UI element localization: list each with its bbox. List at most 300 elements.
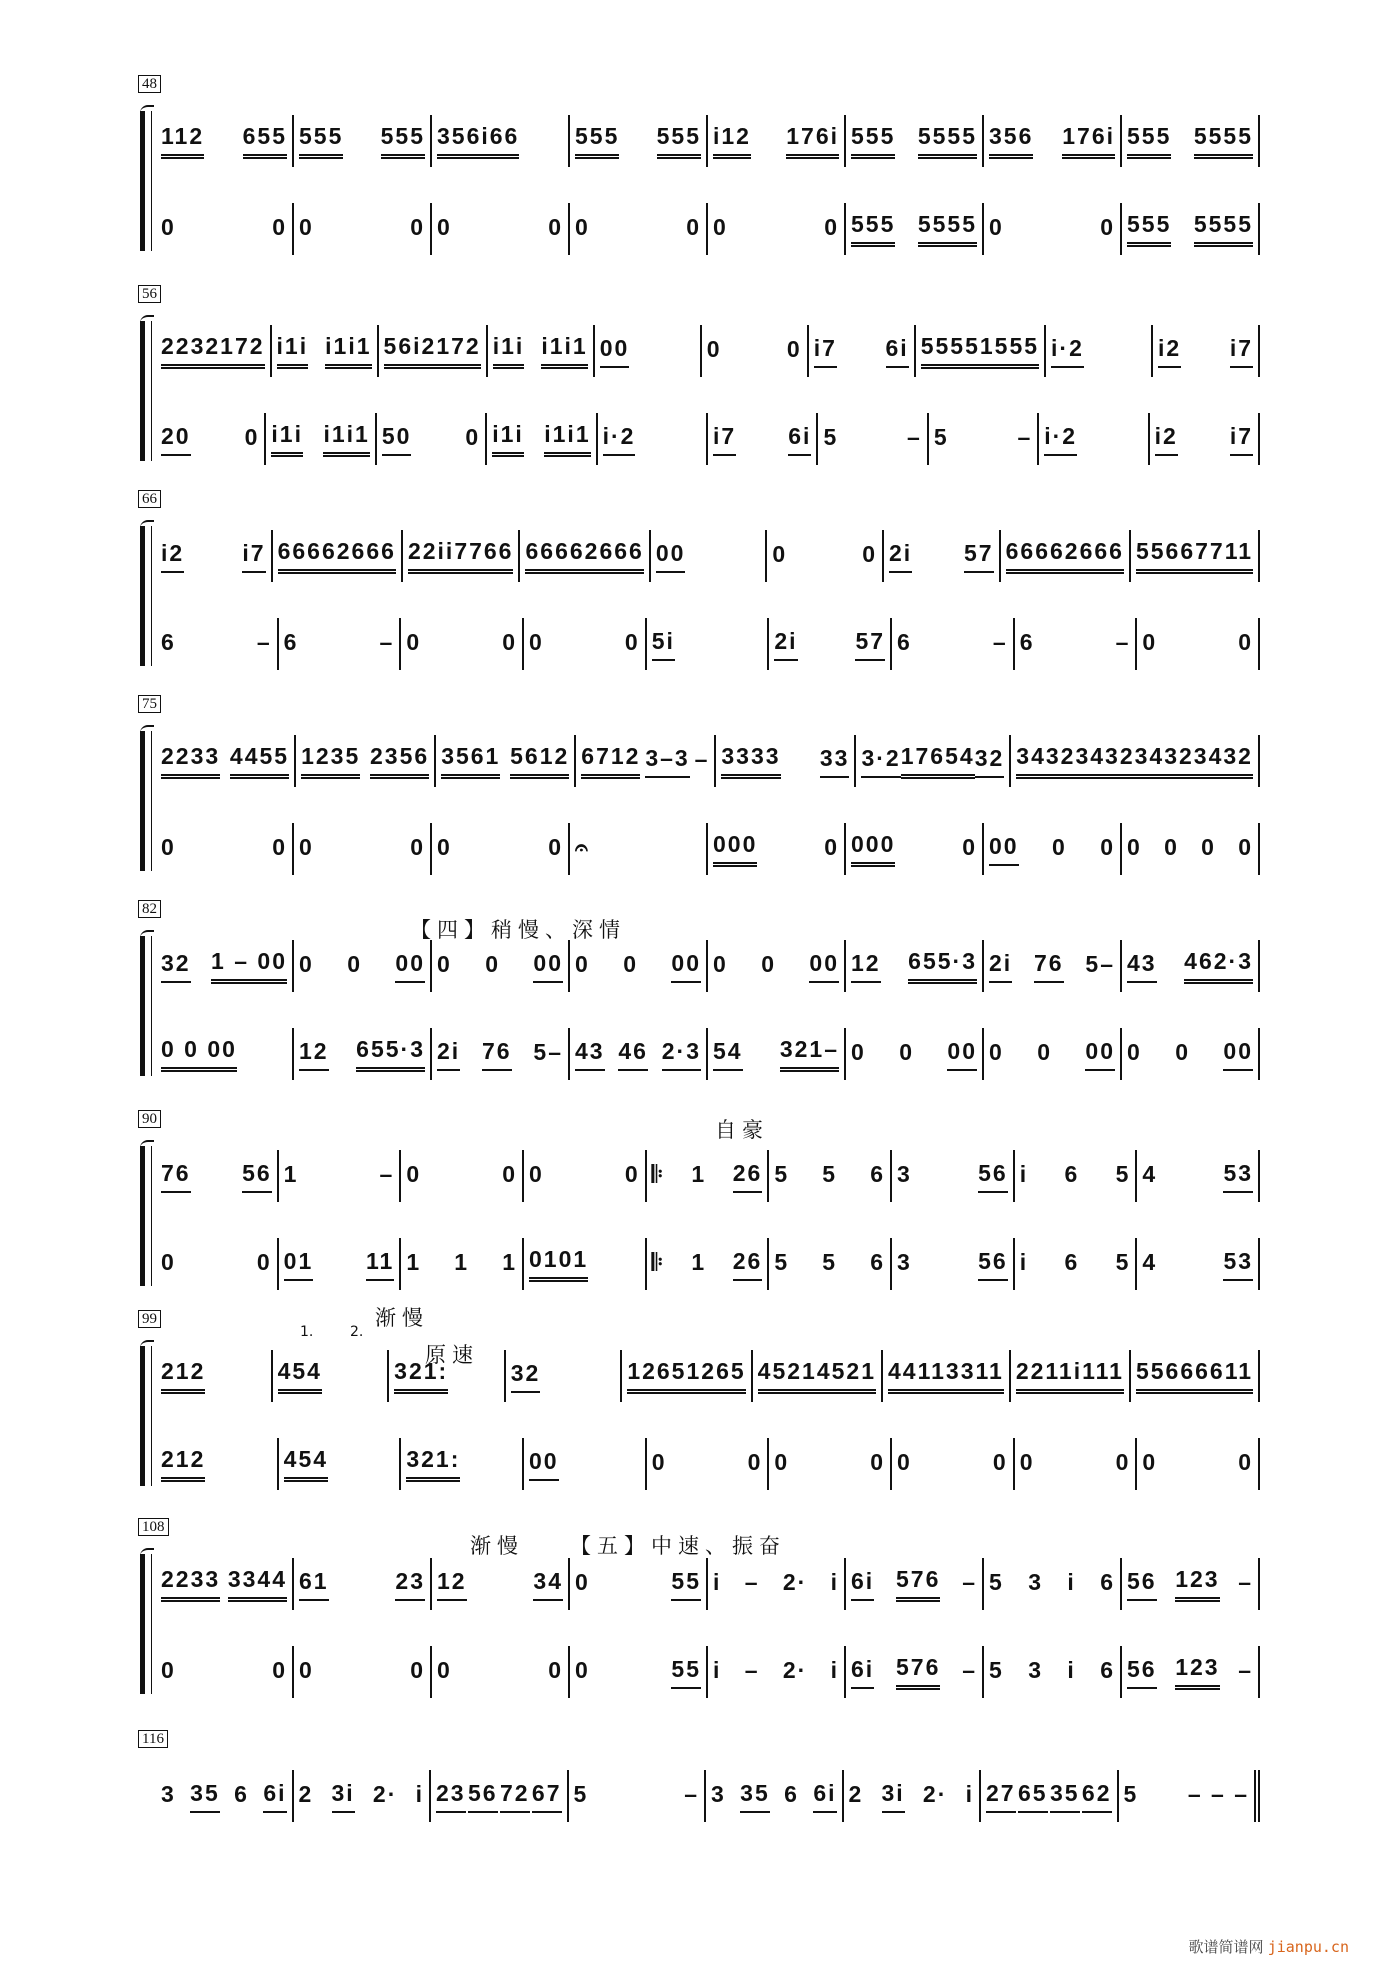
- note-group: 4411: [888, 1358, 946, 1394]
- measure: [708, 413, 818, 465]
- measure: [708, 823, 846, 875]
- measure-number-box: 75: [138, 695, 161, 713]
- measure-number-box: 48: [138, 75, 161, 93]
- note-group: i·2: [603, 423, 636, 456]
- note-group: 0: [1164, 833, 1179, 860]
- measure: [156, 1558, 294, 1610]
- note-group: 0: [410, 833, 425, 860]
- note-group: 3432: [1016, 743, 1075, 779]
- expression-mark: 自豪: [715, 1118, 769, 1142]
- note-group: 4455: [230, 743, 289, 779]
- watermark-site-name: 歌谱简谱网: [1188, 1939, 1264, 1956]
- measure: [156, 618, 279, 670]
- measure-number-box: 99: [138, 1310, 161, 1328]
- measure: [1150, 413, 1260, 465]
- measure: [377, 413, 487, 465]
- note-group: 35: [740, 1780, 770, 1813]
- note-group: 2: [298, 1780, 314, 1807]
- note-group: 0: [824, 833, 839, 860]
- measure: [708, 940, 846, 992]
- note-group: 454: [278, 1358, 322, 1394]
- measure: [984, 115, 1122, 167]
- note-group: i1i1: [323, 421, 369, 457]
- note-group: i: [830, 1656, 839, 1683]
- measure: [570, 203, 708, 255]
- measure: [432, 1028, 570, 1080]
- note-group: 5: [989, 1656, 1004, 1683]
- note-group: 0: [1175, 1038, 1190, 1065]
- note-group: 6611: [1195, 1358, 1253, 1394]
- measure: [647, 1438, 770, 1490]
- note-group: 462·3: [1184, 948, 1253, 984]
- measure: [1039, 413, 1149, 465]
- measure: [883, 1350, 1011, 1402]
- note-group: –: [684, 1780, 699, 1807]
- note-group: 3: [897, 1160, 912, 1187]
- note-group: 0: [1100, 213, 1115, 240]
- note-group: 43: [575, 1038, 605, 1071]
- measure: [1015, 618, 1138, 670]
- note-group: 1: [283, 1160, 299, 1187]
- measure: [432, 823, 570, 875]
- measure-number-box: 66: [138, 490, 161, 508]
- note-group: 0: [1238, 833, 1253, 860]
- measure: [294, 823, 432, 875]
- note-group: 0: [1100, 833, 1115, 860]
- note-group: 0: [989, 1038, 1004, 1065]
- note-group: 3i: [332, 1780, 355, 1813]
- note-group: 0: [347, 950, 362, 977]
- note-group: 0: [706, 335, 722, 362]
- note-group: i1i1: [541, 333, 587, 369]
- measure: [846, 1028, 984, 1080]
- note-group: 2356: [370, 743, 429, 779]
- note-group: 176i: [786, 123, 839, 159]
- note-group: 56i: [384, 333, 422, 369]
- note-group: 46: [618, 1038, 648, 1071]
- expression-mark: 1.: [300, 1324, 314, 1340]
- measure: [401, 1238, 524, 1290]
- note-group: 2i: [889, 540, 912, 573]
- note-group: 5: [1115, 1248, 1131, 1275]
- expression-mark: 2.: [350, 1324, 364, 1340]
- measure: [1122, 1558, 1260, 1610]
- note-group: 0: [465, 423, 481, 450]
- note-group: 2i: [774, 628, 797, 661]
- measure: [156, 1238, 279, 1290]
- measure: [884, 530, 1001, 582]
- measure: [984, 1558, 1122, 1610]
- note-group: 5: [774, 1160, 790, 1187]
- note-group: 12: [437, 1568, 467, 1601]
- note-group: 3: [161, 1780, 176, 1807]
- note-group: –: [962, 1568, 977, 1595]
- note-group: 00: [1085, 1038, 1115, 1071]
- note-group: 321:: [406, 1446, 460, 1482]
- note-group: i1i: [493, 333, 525, 369]
- measure: [716, 735, 856, 787]
- measure: [294, 203, 432, 255]
- measure: [846, 203, 984, 255]
- measure: [294, 1646, 432, 1698]
- note-group: –: [907, 423, 922, 450]
- measure: [401, 1438, 524, 1490]
- note-group: 176i: [1062, 123, 1115, 159]
- measure: [769, 1150, 892, 1202]
- measure: [708, 1646, 846, 1698]
- note-group: 56: [468, 1780, 498, 1813]
- note-group: 0: [410, 213, 425, 240]
- note-group: 55: [671, 1656, 701, 1689]
- note-group: 34: [533, 1568, 563, 1601]
- system-bracket: [140, 1146, 153, 1286]
- watermark: [1189, 1936, 1349, 1957]
- expression-mark: 渐慢: [470, 1534, 524, 1558]
- system-bracket: [140, 1554, 153, 1694]
- measure: [576, 735, 716, 787]
- note-group: 6: [897, 628, 912, 655]
- measure: [432, 940, 570, 992]
- note-group: 23: [395, 1568, 425, 1601]
- note-group: 1: [406, 1248, 422, 1275]
- note-group: 54: [713, 1038, 743, 1071]
- measure: [1015, 1438, 1138, 1490]
- note-group: 4: [1142, 1160, 1158, 1187]
- measure: [753, 1350, 883, 1402]
- note-group: 3·2: [861, 745, 900, 778]
- note-group: 6i: [813, 1780, 836, 1813]
- note-group: 0: [989, 213, 1004, 240]
- measure: [708, 115, 846, 167]
- measure: [1015, 1150, 1138, 1202]
- note-group: 17654: [901, 743, 975, 779]
- measure: [279, 1150, 402, 1202]
- note-group: 321:: [394, 1358, 448, 1394]
- note-group: 6: [1064, 1248, 1080, 1275]
- note-group: 6712: [581, 743, 640, 779]
- note-group: 6: [1019, 628, 1035, 655]
- system-bracket: [140, 731, 153, 871]
- upper-staff: [156, 1150, 1260, 1202]
- note-group: 00: [600, 335, 630, 368]
- note-group: 0: [772, 540, 788, 567]
- measure: [929, 413, 1039, 465]
- measure: [892, 1438, 1015, 1490]
- note-group: 2·: [922, 1780, 948, 1807]
- measure: [1011, 735, 1260, 787]
- measure: [818, 413, 928, 465]
- note-group: 576: [896, 1654, 940, 1690]
- measure: [524, 618, 647, 670]
- note-group: 65: [1018, 1780, 1048, 1813]
- note-group: 0: [962, 833, 977, 860]
- lower-staff: [156, 413, 1260, 465]
- note-group: i111: [1074, 1358, 1124, 1394]
- note-group: –: [962, 1656, 977, 1683]
- note-group: 0: [899, 1038, 914, 1065]
- note-group: 5: [822, 1160, 838, 1187]
- measure: [156, 1150, 279, 1202]
- note-group: 35: [190, 1780, 220, 1813]
- upper-staff: [156, 115, 1260, 167]
- note-group: 53: [1223, 1248, 1253, 1281]
- note-group: 6666: [525, 538, 584, 574]
- note-group: 000: [713, 831, 757, 867]
- system-bracket: [140, 111, 153, 251]
- note-group: 454: [284, 1446, 328, 1482]
- note-group: 26: [733, 1160, 763, 1193]
- measure: [708, 1558, 846, 1610]
- note-group: 4: [1142, 1248, 1158, 1275]
- measure: [273, 1350, 390, 1402]
- note-group: 0: [1127, 1038, 1142, 1065]
- note-group: 0: [713, 950, 728, 977]
- measure: [1011, 1350, 1131, 1402]
- measure: [156, 115, 294, 167]
- measure: [1137, 1438, 1260, 1490]
- note-group: 2172: [205, 333, 264, 369]
- note-group: 3344: [228, 1566, 287, 1602]
- note-group: 32: [161, 950, 191, 983]
- note-group: 555: [1127, 211, 1171, 247]
- note-group: 26: [733, 1248, 763, 1281]
- note-group: 0: [272, 1656, 287, 1683]
- note-group: 00: [656, 540, 686, 573]
- measure: [595, 325, 702, 377]
- system-bracket: [140, 936, 153, 1076]
- measure: [1131, 530, 1260, 582]
- note-group: 3561: [441, 743, 500, 779]
- note-group: 76: [1034, 950, 1064, 983]
- note-group: –: [744, 1568, 760, 1595]
- lower-staff: [156, 1028, 1260, 1080]
- expression-mark: 渐慢: [375, 1306, 429, 1330]
- note-group: 0: [161, 1656, 176, 1683]
- note-group: 2233: [161, 1566, 220, 1602]
- note-group: 0: [299, 213, 314, 240]
- note-group: 00: [989, 833, 1019, 866]
- note-group: 6i: [851, 1568, 874, 1601]
- note-group: 5: [822, 1248, 838, 1275]
- note-group: 00: [671, 950, 701, 983]
- measure: [273, 530, 403, 582]
- measure: [296, 735, 436, 787]
- note-group: 0: [272, 213, 287, 240]
- note-group: 0: [548, 213, 563, 240]
- measure: [156, 1646, 294, 1698]
- note-group: 5–: [1085, 950, 1115, 977]
- note-group: 112: [161, 123, 204, 159]
- note-group: 32: [975, 745, 1005, 778]
- system-bracket: [140, 321, 153, 461]
- measure: [708, 203, 846, 255]
- note-group: –: [1115, 628, 1131, 655]
- note-group: 0: [1052, 833, 1067, 860]
- measure: [156, 530, 273, 582]
- measure: [1131, 1350, 1260, 1402]
- note-group: –: [379, 1160, 395, 1187]
- measure: [266, 413, 376, 465]
- note-group: 5555: [918, 123, 977, 159]
- measure: [984, 1028, 1122, 1080]
- measure: [294, 1028, 432, 1080]
- note-group: 5: [573, 1780, 589, 1807]
- note-group: 2·: [372, 1780, 398, 1807]
- note-group: 0: [1142, 1448, 1158, 1475]
- upper-staff: [156, 1350, 1260, 1402]
- note-group: 00: [1223, 1038, 1253, 1071]
- note-group: 7766: [454, 538, 513, 574]
- note-group: 555: [381, 123, 425, 159]
- note-group: 5566: [1136, 538, 1195, 574]
- note-group: 2666: [1065, 538, 1124, 574]
- measure: [769, 1438, 892, 1490]
- measure: [403, 530, 521, 582]
- upper-staff: [156, 940, 1260, 992]
- note-group: 6666: [1006, 538, 1065, 574]
- note-group: 0: [548, 833, 563, 860]
- note-group: 6: [870, 1160, 886, 1187]
- note-group: i7: [242, 540, 265, 573]
- note-group: 555: [1127, 123, 1171, 159]
- measure: [436, 735, 576, 787]
- measure-number-box: 56: [138, 285, 161, 303]
- note-group: 0: [575, 213, 590, 240]
- measure: [432, 203, 570, 255]
- measure: [651, 530, 768, 582]
- note-group: i1i: [277, 333, 309, 369]
- note-group: 555: [575, 123, 619, 159]
- note-group: 555: [299, 123, 343, 159]
- note-group: 22ii: [408, 538, 454, 574]
- note-group: 0: [437, 213, 452, 240]
- measure: [767, 530, 884, 582]
- note-group: 2666: [337, 538, 396, 574]
- note-group: 212: [161, 1446, 205, 1482]
- note-group: 3333: [721, 743, 780, 779]
- measure: [432, 115, 570, 167]
- note-group: 3i: [882, 1780, 905, 1813]
- note-group: i1i1: [325, 333, 371, 369]
- note-group: 50: [382, 423, 412, 456]
- measure: [570, 1028, 708, 1080]
- note-group: 56: [1127, 1656, 1157, 1689]
- lower-staff: [156, 618, 1260, 670]
- note-group: i1i1: [544, 421, 590, 457]
- system-bracket: [140, 526, 153, 666]
- expression-mark: 【五】中速、振奋: [570, 1534, 786, 1558]
- note-group: 3: [711, 1780, 726, 1807]
- single-staff: [156, 1770, 1260, 1822]
- note-group: 6: [1100, 1568, 1115, 1595]
- note-group: 1265: [627, 1358, 686, 1394]
- measure: [156, 203, 294, 255]
- note-group: 6: [1100, 1656, 1115, 1683]
- note-group: 6: [234, 1780, 249, 1807]
- note-group: i: [1019, 1248, 1029, 1275]
- note-group: 0: [502, 1160, 518, 1187]
- upper-staff: [156, 325, 1260, 377]
- note-group: 0: [747, 1448, 763, 1475]
- measure-number-box: 82: [138, 900, 161, 918]
- measure: [294, 1770, 432, 1822]
- measure: [401, 1150, 524, 1202]
- measure: [856, 735, 1011, 787]
- measure: [156, 940, 294, 992]
- note-group: 6i: [886, 335, 909, 368]
- note-group: 0: [862, 540, 878, 567]
- note-group: 0: [624, 1160, 640, 1187]
- note-group: 5612: [510, 743, 569, 779]
- measure: [984, 823, 1122, 875]
- note-group: i2: [161, 540, 184, 573]
- note-group: –: [379, 628, 395, 655]
- note-group: 76: [161, 1160, 191, 1193]
- note-group: 0: [485, 950, 500, 977]
- note-group: i: [713, 1568, 722, 1595]
- measure: [156, 1438, 279, 1490]
- measure: [569, 1770, 707, 1822]
- measure: [279, 1238, 402, 1290]
- note-group: 2i: [437, 1038, 460, 1071]
- measure: [769, 1238, 892, 1290]
- note-group: –: [256, 628, 272, 655]
- measure: [708, 1028, 846, 1080]
- note-group: 5–: [533, 1038, 563, 1065]
- note-group: 33: [820, 745, 850, 778]
- note-group: 1265: [686, 1358, 745, 1394]
- measure: [706, 1770, 844, 1822]
- measure: [984, 1646, 1122, 1698]
- measure: [570, 1558, 708, 1610]
- note-group: 5566: [1136, 1358, 1195, 1394]
- note-group: –: [1238, 1568, 1253, 1595]
- note-group: 0: [548, 1656, 563, 1683]
- note-group: 0: [1142, 628, 1158, 655]
- measure: [1122, 940, 1260, 992]
- measure: [294, 940, 432, 992]
- measure: [892, 618, 1015, 670]
- note-group: 0: [686, 213, 701, 240]
- note-group: i: [1067, 1568, 1076, 1595]
- measure: [984, 940, 1122, 992]
- measure: [524, 1150, 647, 1202]
- note-group: i: [965, 1780, 974, 1807]
- note-group: i2: [1155, 423, 1178, 456]
- note-group: 2211: [1016, 1358, 1074, 1394]
- measure: [570, 823, 708, 875]
- note-group: 0: [851, 1038, 866, 1065]
- measure: [1137, 1150, 1260, 1202]
- measure: [401, 618, 524, 670]
- upper-staff: [156, 1558, 1260, 1610]
- note-group: 5: [774, 1248, 790, 1275]
- note-group: 00: [809, 950, 839, 983]
- note-group: 1: [502, 1248, 518, 1275]
- measure: [1015, 1238, 1138, 1290]
- note-group: i7: [1230, 335, 1253, 368]
- note-group: i12: [713, 123, 751, 159]
- lower-staff: [156, 203, 1260, 255]
- note-group: 5: [1115, 1160, 1131, 1187]
- note-group: 43: [1127, 950, 1157, 983]
- note-group: 5: [989, 1568, 1004, 1595]
- measure: [156, 823, 294, 875]
- note-group: 6: [784, 1780, 799, 1807]
- measure: [984, 203, 1122, 255]
- note-group: 0: [256, 1248, 272, 1275]
- note-group: 212: [161, 1358, 205, 1394]
